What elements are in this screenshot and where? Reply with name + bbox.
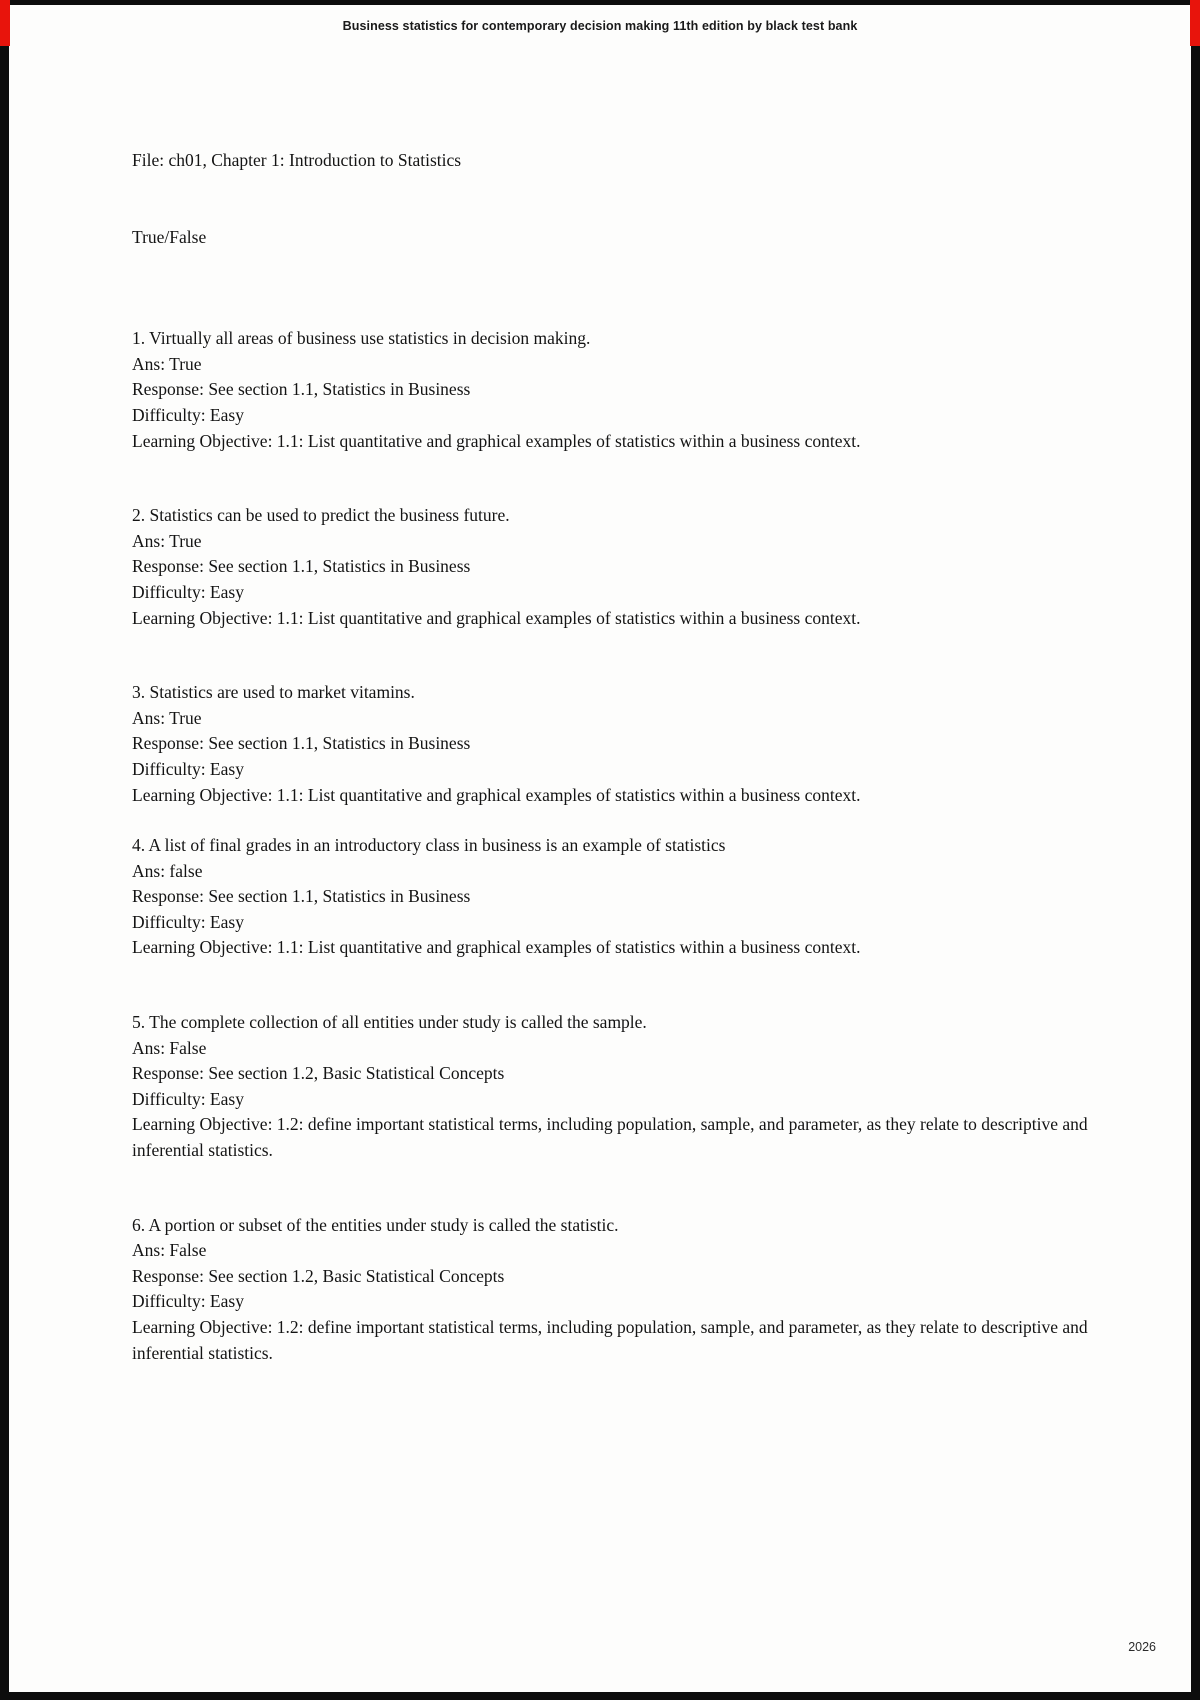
question-learning-objective: Learning Objective: 1.1: List quantitative and graphical examples of statistics within a business context. — [132, 784, 861, 805]
document-header-title: Business statistics for contemporary decision making 11th edition by black test bank — [342, 19, 858, 33]
question-text: 2. Statistics can be used to predict the business future. — [132, 505, 510, 526]
question-response: Response: See section 1.1, Statistics in Business — [132, 733, 471, 754]
question-block — [132, 326, 1096, 454]
question-text: 4. A list of final grades in an introductory class in business is an example of statistics — [132, 835, 726, 856]
scan-mark-top-right — [1190, 0, 1200, 46]
question-response: Response: See section 1.1, Statistics in Business — [132, 556, 471, 577]
questions-list — [132, 326, 1096, 1366]
file-chapter-line: File: ch01, Chapter 1: Introduction to Statistics — [132, 150, 462, 170]
document-content — [132, 5, 1096, 1366]
question-block — [132, 1213, 1096, 1367]
question-learning-objective: Learning Objective: 1.1: List quantitative and graphical examples of statistics within a business context. — [132, 607, 861, 628]
question-difficulty: Difficulty: Easy — [132, 911, 244, 932]
question-difficulty: Difficulty: Easy — [132, 404, 244, 425]
question-answer: Ans: True — [132, 353, 202, 374]
question-response: Response: See section 1.1, Statistics in Business — [132, 379, 471, 400]
question-learning-objective: Learning Objective: 1.2: define important statistical terms, including population, sample, and parameter, as they relate to descriptive and inferential statistics. — [132, 1317, 1088, 1363]
question-difficulty: Difficulty: Easy — [132, 581, 244, 602]
question-difficulty: Difficulty: Easy — [132, 1088, 244, 1109]
question-text: 3. Statistics are used to market vitamins. — [132, 682, 415, 703]
question-learning-objective: Learning Objective: 1.2: define important statistical terms, including population, sample, and parameter, as they relate to descriptive and inferential statistics. — [132, 1114, 1088, 1161]
question-text: 6. A portion or subset of the entities under study is called the statistic. — [132, 1214, 619, 1235]
question-response: Response: See section 1.2, Basic Statistical Concepts — [132, 1063, 505, 1084]
question-answer: Ans: False — [132, 1037, 207, 1058]
document-page — [9, 5, 1191, 1692]
question-answer: Ans: false — [132, 860, 203, 881]
question-difficulty: Difficulty: Easy — [132, 1291, 244, 1312]
question-block — [132, 680, 1096, 808]
question-answer: Ans: True — [132, 530, 202, 551]
section-heading-true-false: True/False — [132, 226, 207, 247]
question-learning-objective: Learning Objective: 1.1: List quantitative and graphical examples of statistics within a business context. — [132, 937, 861, 958]
question-answer: Ans: True — [132, 707, 202, 728]
question-text: 1. Virtually all areas of business use statistics in decision making. — [132, 328, 591, 349]
question-answer: Ans: False — [132, 1240, 207, 1261]
page-number: 2026 — [1128, 1640, 1156, 1654]
question-block — [132, 503, 1096, 631]
question-response: Response: See section 1.1, Statistics in Business — [132, 886, 471, 907]
question-block — [132, 1010, 1096, 1164]
question-difficulty: Difficulty: Easy — [132, 758, 244, 779]
question-block — [132, 833, 1096, 961]
scan-mark-top-left — [0, 0, 10, 46]
question-response: Response: See section 1.2, Basic Statistical Concepts — [132, 1265, 505, 1286]
question-learning-objective: Learning Objective: 1.1: List quantitative and graphical examples of statistics within a business context. — [132, 430, 861, 451]
question-text: 5. The complete collection of all entities under study is called the sample. — [132, 1012, 647, 1033]
